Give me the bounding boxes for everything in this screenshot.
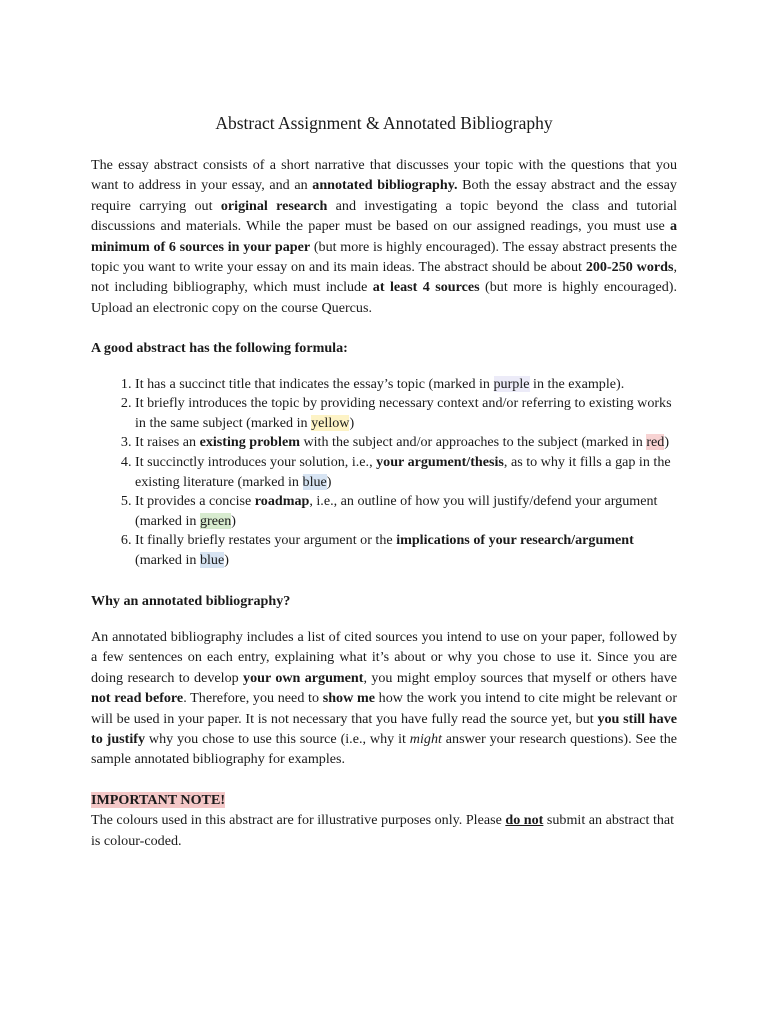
note-underlined: do not <box>505 812 544 829</box>
formula-list <box>91 375 677 571</box>
intro-text: and investigating a topic beyond the class and tutorial discussions and materials. While the paper must be based on our assigned readings, you must use <box>91 197 677 235</box>
highlight-blue: blue <box>199 552 225 568</box>
why-text: how the work you intend to cite might be relevant or will be used in your paper. It is not necessary that you have fully read the source yet, but <box>91 690 678 727</box>
highlight-blue: blue <box>302 473 327 490</box>
item-bold: roadmap <box>254 493 310 510</box>
note-text: submit an abstract that is colour-coded. <box>91 812 675 849</box>
page-title: Abstract Assignment & Annotated Bibliography <box>215 113 553 133</box>
item-text: (marked in <box>135 552 200 568</box>
why-bold: your own argument <box>243 669 364 686</box>
item-text: It has a succinct title that indicates the essay’s topic (marked in <box>135 375 494 392</box>
why-text: . Therefore, you need to <box>183 690 323 707</box>
formula-item-4 <box>135 453 677 492</box>
item-text: It succinctly introduces your solution, i.e., <box>135 454 377 471</box>
formula-item-3 <box>135 433 677 453</box>
item-text: ) <box>231 512 236 529</box>
intro-paragraph <box>91 155 677 318</box>
intro-text: Both the essay abstract and the essay require carrying out <box>91 177 677 214</box>
item-text: It finally briefly restates your argument or the <box>135 532 397 549</box>
intro-bold: original research <box>220 197 328 214</box>
item-text: ) <box>664 434 670 451</box>
highlight-purple: purple <box>493 375 530 392</box>
intro-text: , not including bibliography, which must include <box>91 259 677 296</box>
item-text: ) <box>326 473 332 490</box>
formula-item-5 <box>135 492 677 531</box>
important-note-label <box>91 790 677 810</box>
formula-heading: A good abstract has the following formula: <box>91 340 348 357</box>
intro-text: The essay abstract consists of a short narrative that discusses your topic with the questions that you want to address in your essay, and an <box>91 157 677 194</box>
item-text: ) <box>224 552 229 568</box>
formula-item-6 <box>135 531 677 570</box>
item-bold: your argument/thesis <box>376 454 504 471</box>
document-page <box>91 111 677 851</box>
why-text: An annotated bibliography includes a list of cited sources you intend to use on your paper, followed by a few sentences on each entry, explaining what it’s about or why you chose to use it. Since you are doing research to develop <box>91 629 677 686</box>
item-text: ) <box>349 414 355 431</box>
highlight-green: green <box>199 512 232 529</box>
why-heading: Why an annotated bibliography? <box>91 592 291 609</box>
item-text: It raises an <box>135 434 200 451</box>
why-text: , you might employ sources that myself or others have <box>363 669 677 686</box>
formula-item-1 <box>135 375 677 395</box>
item-bold: existing problem <box>199 434 300 451</box>
why-italic: might <box>409 731 442 748</box>
intro-bold: annotated bibliography. <box>312 177 458 194</box>
why-bold: show me <box>322 690 375 707</box>
item-bold: implications of your research/argument <box>396 532 634 549</box>
why-bold: not read before <box>91 690 184 707</box>
item-text: It briefly introduces the topic by providing necessary context and/or referring to existing works in the same subject (marked in <box>135 395 672 431</box>
intro-bold: 200-250 words <box>585 259 674 276</box>
intro-text: (but more is highly encouraged). The essay abstract presents the topic you want to write your essay on and its main ideas. The abstract should be about <box>91 238 678 276</box>
highlight-red: red <box>646 434 665 451</box>
why-text: why you chose to use this source (i.e., why it <box>145 731 410 748</box>
item-text: , i.e., an outline of how you will justify/defend your argument (marked in <box>135 493 658 529</box>
item-text: in the example). <box>529 375 625 392</box>
important-note-text <box>91 810 677 851</box>
important-note-badge: IMPORTANT NOTE! <box>91 791 226 808</box>
why-bold: you still have to justify <box>91 710 677 748</box>
item-text: with the subject and/or approaches to the subject (marked in <box>299 434 647 451</box>
why-text: answer your research questions). See the sample annotated bibliography for examples. <box>91 731 677 768</box>
why-paragraph <box>91 627 677 770</box>
note-text: The colours used in this abstract are for illustrative purposes only. Please <box>91 812 506 829</box>
item-text: It provides a concise <box>135 493 255 510</box>
item-text: , as to why it fills a gap in the existing literature (marked in <box>135 454 671 490</box>
intro-bold: at least 4 sources <box>372 279 480 296</box>
highlight-yellow: yellow <box>311 414 350 431</box>
intro-bold: a minimum of 6 sources in your paper <box>91 218 677 255</box>
formula-item-2 <box>135 394 677 433</box>
intro-text: (but more is highly encouraged). Upload an electronic copy on the course Quercus. <box>91 279 678 316</box>
